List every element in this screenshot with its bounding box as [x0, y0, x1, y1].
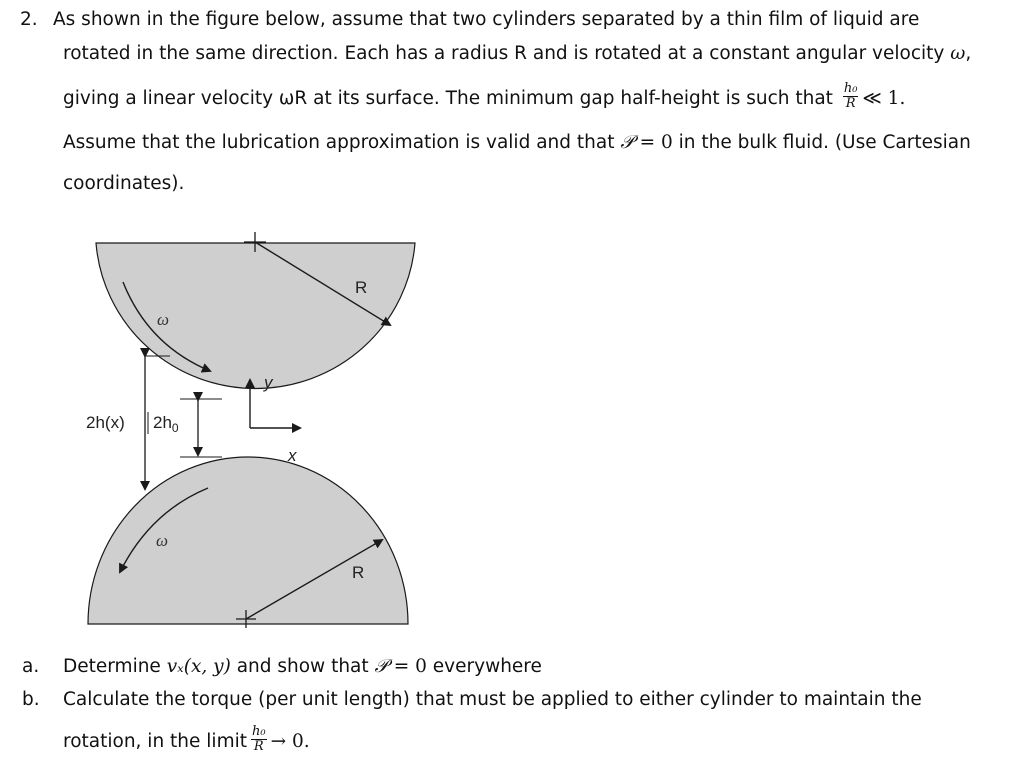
question-line-1: As shown in the figure below, assume that two cylinders separated by a thin film of liquid are — [53, 9, 920, 30]
part-b-line-2 — [63, 723, 310, 757]
top-omega-label: ω — [157, 310, 170, 329]
part-a-text-3: everywhere — [426, 656, 542, 677]
omega-symbol: ω — [950, 43, 966, 64]
part-a-equals-zero: = 0 — [387, 656, 427, 677]
x-axis-label: x — [288, 446, 297, 465]
part-b-text: rotation, in the limit — [63, 731, 247, 752]
bottom-cylinder — [88, 457, 408, 624]
part-b-fraction-numerator: h₀ — [252, 723, 266, 739]
pressure-symbol: 𝒫 — [620, 132, 634, 153]
line3-text: giving a linear velocity ωR at its surface. The minimum gap half-height is such that — [63, 88, 839, 109]
part-b-fraction-denominator: R — [251, 739, 267, 754]
part-a-letter: a. — [22, 656, 40, 677]
top-cylinder — [96, 243, 415, 389]
part-a-pressure: 𝒫 — [374, 656, 388, 677]
line4-equals-zero: = 0 — [633, 132, 673, 153]
y-axis-label: y — [264, 373, 273, 392]
part-a-text — [63, 655, 542, 679]
bottom-omega-label: ω — [156, 531, 169, 550]
part-a-text-1: Determine — [63, 656, 167, 677]
part-a-vx: vₓ(x, y) — [166, 656, 231, 677]
line2-end: , — [965, 43, 972, 64]
line2-text: rotated in the same direction. Each has a radius R and is rotated at a constant angular velocity — [63, 43, 951, 64]
fraction-numerator: h₀ — [843, 80, 858, 96]
part-b-line-1: Calculate the torque (per unit length) that must be applied to either cylinder to maintain the — [63, 689, 922, 710]
part-a-text-2: and show that — [230, 656, 375, 677]
bottom-radius-label: R — [352, 563, 365, 582]
part-b-letter: b. — [22, 689, 40, 710]
line3-end: ≪ 1. — [862, 88, 906, 109]
question-line-5: coordinates). — [63, 173, 185, 194]
question-number: 2. — [20, 9, 38, 30]
line4-text-b: in the bulk fluid. (Use Cartesian — [672, 132, 971, 153]
gap-2h0-label: $2h_0$ — [153, 413, 179, 435]
gap-2hx-label: 2h(x) — [86, 413, 125, 432]
fraction-denominator: R — [843, 96, 859, 111]
top-radius-label: R — [355, 278, 368, 297]
part-b-fraction — [251, 725, 267, 754]
part-b-limit-end: → 0. — [270, 731, 310, 752]
line4-text-a: Assume that the lubrication approximation is valid and that — [63, 132, 621, 153]
